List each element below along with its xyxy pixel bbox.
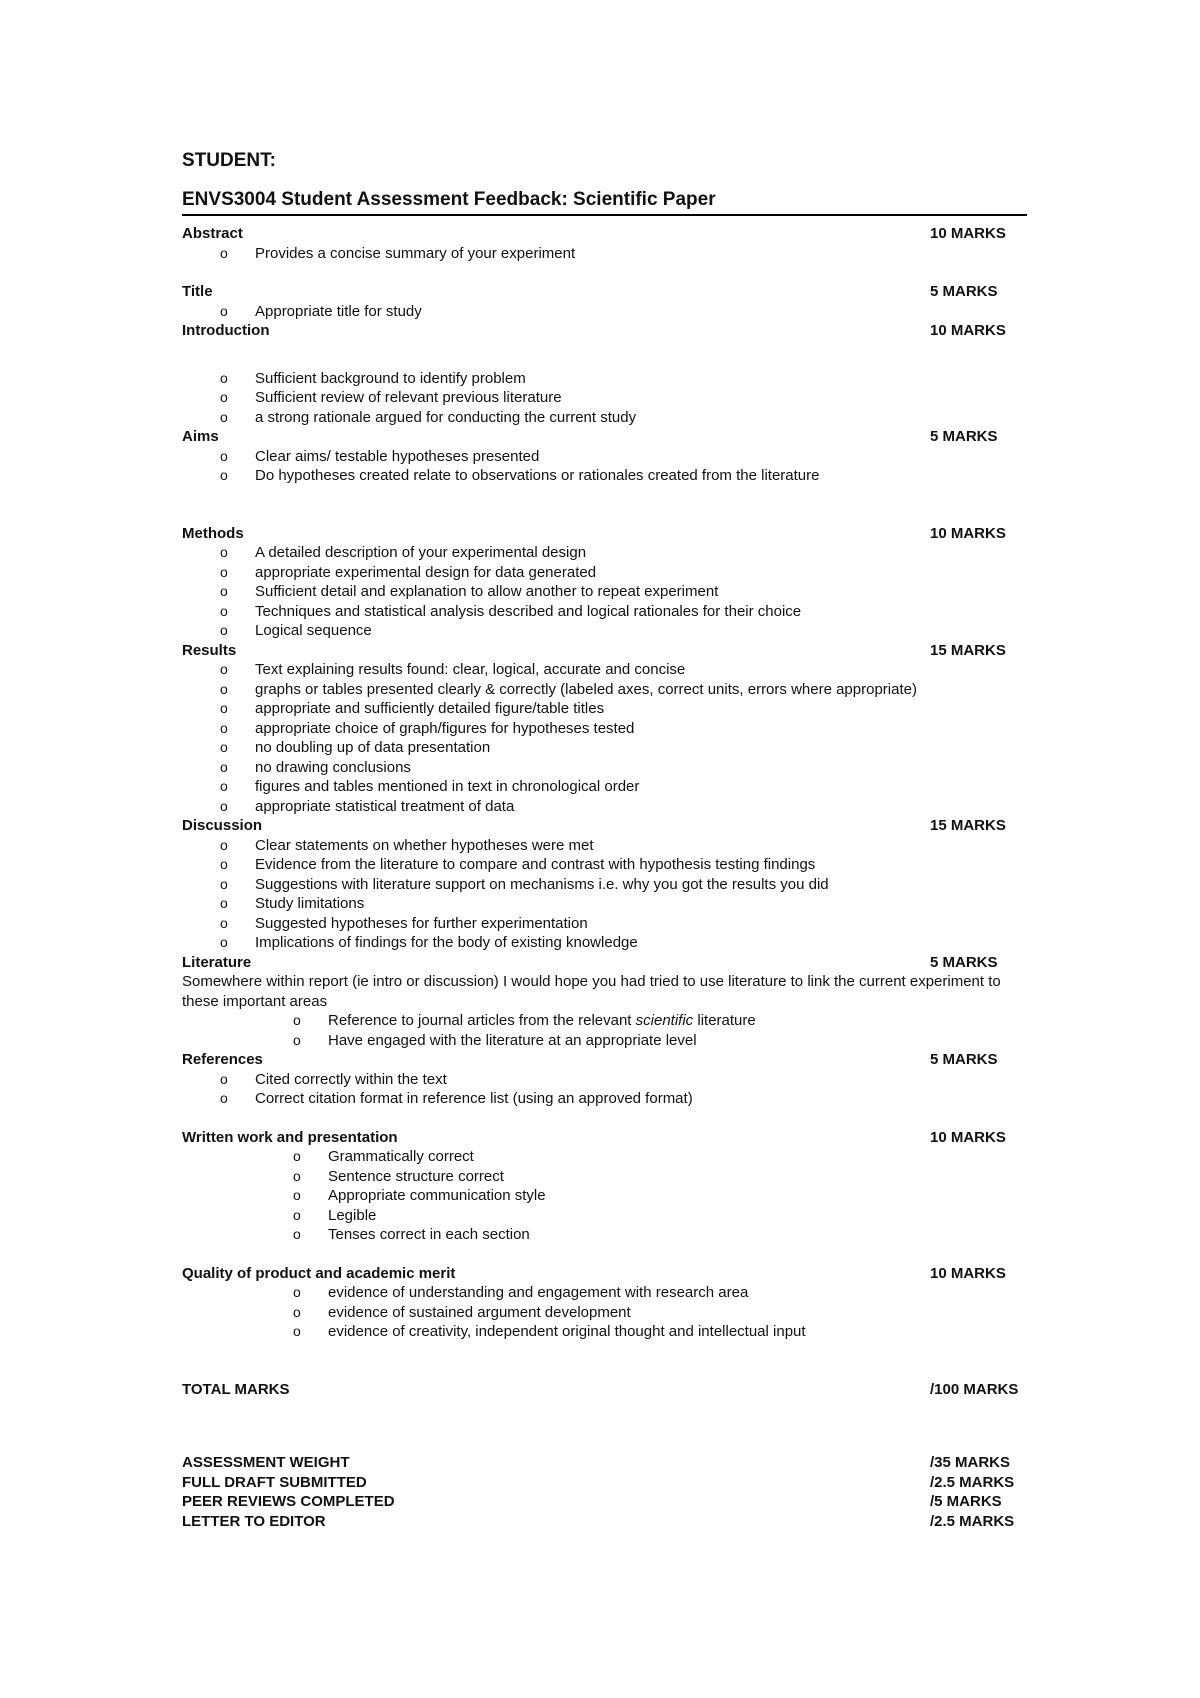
- criteria-list-written: [182, 1147, 1027, 1245]
- section-label: Written work and presentation: [182, 1128, 398, 1146]
- criterion-emphasis: scientific: [635, 1012, 694, 1029]
- section-header-title: [182, 282, 1027, 302]
- criteria-list-introduction: [182, 369, 1027, 428]
- criterion-item: o Clear aims/ testable hypotheses presented: [182, 447, 1027, 467]
- summary-label: FULL DRAFT SUBMITTED: [182, 1473, 367, 1491]
- criterion-item: o Provides a concise summary of your experiment: [182, 244, 1027, 264]
- criteria-list-discussion: [182, 836, 1027, 953]
- criterion-item: o Correct citation format in reference list (using an approved format): [182, 1089, 1027, 1109]
- section-label: Discussion: [182, 817, 263, 834]
- section-marks: 15 MARKS: [930, 641, 1006, 659]
- criterion-item: o a strong rationale argued for conducting the current study: [182, 408, 1027, 428]
- criterion-item: o Tenses correct in each section: [182, 1225, 1027, 1245]
- criterion-item: o Clear statements on whether hypotheses were met: [182, 836, 1027, 856]
- criterion-item: o Grammatically correct: [182, 1147, 1027, 1167]
- student-label: STUDENT:: [182, 150, 276, 171]
- section-header-aims: [182, 427, 1027, 447]
- criterion-item: o Sufficient background to identify problem: [182, 369, 1027, 389]
- section-header-methods: [182, 524, 1027, 544]
- section-marks: 15 MARKS: [930, 817, 1006, 834]
- criteria-list-quality: [182, 1283, 1027, 1342]
- section-label: Results: [182, 641, 237, 659]
- section-label: Literature: [182, 953, 252, 971]
- criterion-item: o Do hypotheses created relate to observations or rationales created from the literature: [182, 466, 1027, 486]
- criteria-list-results: [182, 660, 1027, 816]
- section-marks: 5 MARKS: [930, 428, 998, 445]
- criterion-item: o Text explaining results found: clear, logical, accurate and concise: [182, 660, 1027, 680]
- criteria-list-literature: [182, 1011, 1027, 1050]
- total-label: TOTAL MARKS: [182, 1380, 290, 1398]
- criterion-item: [182, 1011, 1027, 1031]
- section-header-literature: [182, 953, 1027, 973]
- total-marks: /100 MARKS: [930, 1380, 1019, 1398]
- criteria-body: [182, 224, 1027, 1531]
- section-marks: 10 MARKS: [930, 524, 1006, 542]
- criterion-item: o Legible: [182, 1206, 1027, 1226]
- section-header-quality: [182, 1264, 1027, 1284]
- summary-label: LETTER TO EDITOR: [182, 1512, 326, 1530]
- criterion-item: o Implications of findings for the body of existing knowledge: [182, 933, 1027, 953]
- criterion-item: o Logical sequence: [182, 621, 1027, 641]
- criterion-item: o Have engaged with the literature at an appropriate level: [182, 1031, 1027, 1051]
- section-marks: 5 MARKS: [930, 283, 998, 300]
- criterion-item: o appropriate and sufficiently detailed figure/table titles: [182, 699, 1027, 719]
- document-title: ENVS3004 Student Assessment Feedback: Scientific Paper: [182, 189, 1027, 216]
- document-page: [182, 150, 1027, 1531]
- section-label: Introduction: [182, 322, 270, 339]
- section-marks: 5 MARKS: [930, 1051, 998, 1068]
- criterion-text: Reference to journal articles from the relevant: [328, 1012, 636, 1029]
- summary-row: [182, 1453, 1027, 1473]
- criterion-item: o no drawing conclusions: [182, 758, 1027, 778]
- criterion-item: o evidence of sustained argument development: [182, 1303, 1027, 1323]
- total-marks-row: [182, 1380, 1027, 1400]
- section-marks: 10 MARKS: [930, 1128, 1006, 1146]
- criterion-item: o appropriate choice of graph/figures for hypotheses tested: [182, 719, 1027, 739]
- criterion-item: o appropriate experimental design for data generated: [182, 563, 1027, 583]
- summary-marks: /5 MARKS: [930, 1493, 1002, 1510]
- criterion-item: o Techniques and statistical analysis described and logical rationales for their choice: [182, 602, 1027, 622]
- section-label: Abstract: [182, 225, 243, 242]
- section-label: Aims: [182, 428, 219, 445]
- summary-row: [182, 1473, 1027, 1493]
- section-label: Methods: [182, 524, 244, 542]
- criterion-item: o Appropriate communication style: [182, 1186, 1027, 1206]
- summary-marks: /2.5 MARKS: [930, 1473, 1015, 1491]
- summary-row: [182, 1512, 1027, 1532]
- section-header-references: [182, 1050, 1027, 1070]
- criteria-list-methods: [182, 543, 1027, 641]
- section-header-discussion: [182, 816, 1027, 836]
- section-label: Quality of product and academic merit: [182, 1264, 456, 1282]
- section-marks: 10 MARKS: [930, 1264, 1006, 1282]
- criterion-item: o Evidence from the literature to compare and contrast with hypothesis testing findings: [182, 855, 1027, 875]
- criteria-list-aims: [182, 447, 1027, 486]
- criterion-text: literature: [693, 1012, 756, 1029]
- section-label: References: [182, 1051, 263, 1068]
- section-header-results: [182, 641, 1027, 661]
- criterion-item: o Suggestions with literature support on mechanisms i.e. why you got the results you did: [182, 875, 1027, 895]
- section-marks: 10 MARKS: [930, 322, 1006, 339]
- criterion-item: o appropriate statistical treatment of data: [182, 797, 1027, 817]
- criteria-list-abstract: [182, 244, 1027, 264]
- criterion-item: o Suggested hypotheses for further experimentation: [182, 914, 1027, 934]
- totals-block: [182, 1380, 1027, 1532]
- criterion-item: o A detailed description of your experimental design: [182, 543, 1027, 563]
- criterion-item: o figures and tables mentioned in text in chronological order: [182, 777, 1027, 797]
- criterion-item: o graphs or tables presented clearly & correctly (labeled axes, correct units, errors where appropriate): [182, 680, 1027, 700]
- section-header-introduction: [182, 321, 1027, 341]
- criteria-list-title: [182, 302, 1027, 322]
- criteria-list-references: [182, 1070, 1027, 1109]
- summary-label: PEER REVIEWS COMPLETED: [182, 1493, 395, 1510]
- criterion-item: o Sentence structure correct: [182, 1167, 1027, 1187]
- section-marks: 10 MARKS: [930, 225, 1006, 242]
- summary-marks: /35 MARKS: [930, 1454, 1011, 1471]
- criterion-item: o evidence of creativity, independent original thought and intellectual input: [182, 1322, 1027, 1342]
- summary-label: ASSESSMENT WEIGHT: [182, 1454, 350, 1471]
- criterion-item: o no doubling up of data presentation: [182, 738, 1027, 758]
- criterion-item: o Study limitations: [182, 894, 1027, 914]
- section-header-abstract: [182, 224, 1027, 244]
- literature-paragraph: Somewhere within report (ie intro or discussion) I would hope you had tried to use literature to link the current experiment to these important areas: [182, 973, 1001, 1010]
- summary-marks: /2.5 MARKS: [930, 1512, 1015, 1530]
- criterion-item: o Sufficient review of relevant previous literature: [182, 388, 1027, 408]
- criterion-item: o Cited correctly within the text: [182, 1070, 1027, 1090]
- criterion-item: o Sufficient detail and explanation to allow another to repeat experiment: [182, 582, 1027, 602]
- criterion-item: o Appropriate title for study: [182, 302, 1027, 322]
- summary-row: [182, 1492, 1027, 1512]
- criterion-item: o evidence of understanding and engagement with research area: [182, 1283, 1027, 1303]
- section-label: Title: [182, 283, 213, 300]
- section-header-written: [182, 1128, 1027, 1148]
- section-marks: 5 MARKS: [930, 953, 998, 971]
